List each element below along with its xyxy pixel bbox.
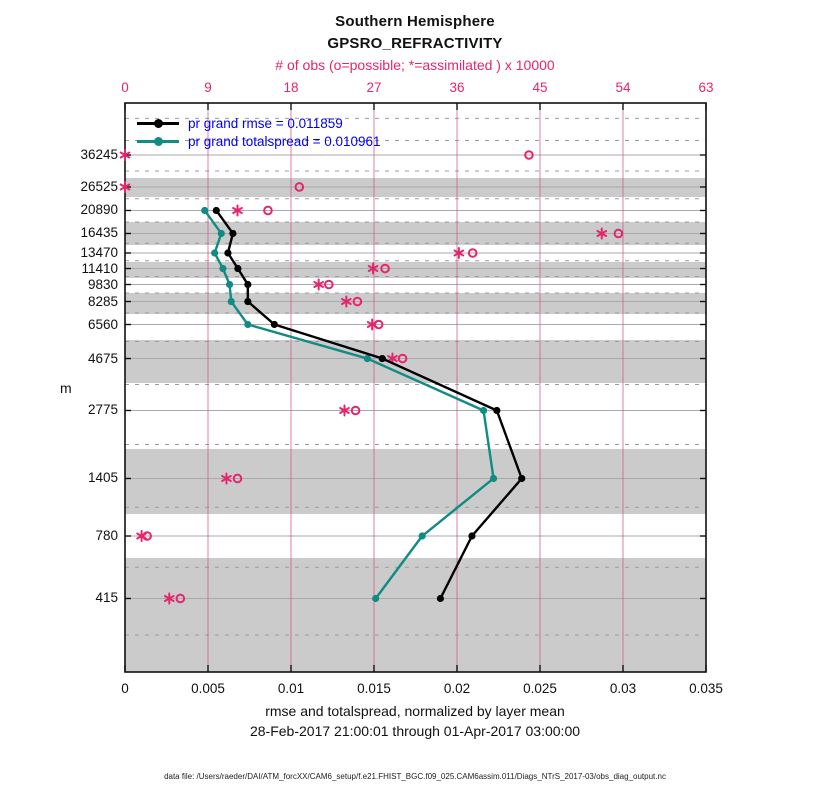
tick-label: 0.01 — [277, 681, 305, 696]
x-axis-label: rmse and totalspread, normalized by layer mean — [265, 703, 565, 719]
y-tick-label: 36245 — [80, 147, 118, 162]
y-tick-label: 9830 — [87, 276, 118, 292]
y-tick-label: 11410 — [81, 260, 118, 276]
legend-swatch-totalspread — [137, 140, 179, 143]
legend-marker-rmse — [154, 119, 163, 128]
tick-label: 0.005 — [191, 681, 225, 696]
y-tick-label: 780 — [95, 528, 118, 543]
y-tick-label: 16435 — [80, 225, 118, 241]
legend-label-rmse: pr grand rmse = 0.011859 — [188, 115, 343, 131]
y-tick-label: 6560 — [87, 316, 118, 332]
tick-label: 45 — [532, 80, 548, 95]
tick-label: 0 — [121, 80, 129, 95]
tick-label: 0.015 — [357, 681, 391, 696]
legend-item-rmse — [137, 115, 343, 131]
tick-label: 54 — [615, 80, 631, 95]
legend-marker-totalspread — [154, 137, 163, 146]
legend-label-totalspread: pr grand totalspread = 0.010961 — [188, 133, 381, 149]
tick-label: 18 — [283, 80, 299, 95]
tick-label: 0.03 — [609, 681, 637, 696]
tick-label: 27 — [366, 80, 382, 95]
y-tick-label: 26525 — [80, 178, 118, 194]
y-axis-label: m — [60, 380, 72, 396]
tick-label: 9 — [204, 80, 212, 95]
legend-swatch-rmse — [137, 122, 179, 125]
data-file-path: data file: /Users/raeder/DAI/ATM_forcXX/CAM6_setup/f.e21.FHIST_BGC.f09_025.CAM6assim.011/Diags_NTrS_2017-03/obs_diag_output.nc — [164, 772, 666, 781]
tick-label: 0 — [121, 681, 129, 696]
tick-label: 36 — [449, 80, 465, 95]
plot-area — [125, 103, 706, 672]
chart-title-line2: GPSRO_REFRACTIVITY — [327, 35, 503, 52]
y-tick-label: 415 — [95, 590, 118, 606]
y-tick-label: 13470 — [80, 244, 118, 260]
y-tick-label: 2775 — [87, 402, 118, 418]
tick-label: 0.025 — [523, 681, 557, 696]
tick-label: 63 — [698, 80, 714, 95]
tick-label: 0.02 — [443, 681, 471, 696]
chart-title-line1: Southern Hemisphere — [335, 13, 495, 30]
y-tick-label: 8285 — [87, 293, 118, 309]
y-tick-label: 4675 — [87, 350, 118, 366]
y-tick-label: 20890 — [80, 202, 118, 218]
tick-label: 0.035 — [689, 681, 723, 696]
y-tick-label: 1405 — [87, 470, 118, 486]
date-range-label: 28-Feb-2017 21:00:01 through 01-Apr-2017 03:00:00 — [249, 723, 581, 739]
legend-item-totalspread — [137, 133, 381, 149]
top-axis-label: # of obs (o=possible; *=assimilated ) x 10000 — [275, 57, 555, 73]
